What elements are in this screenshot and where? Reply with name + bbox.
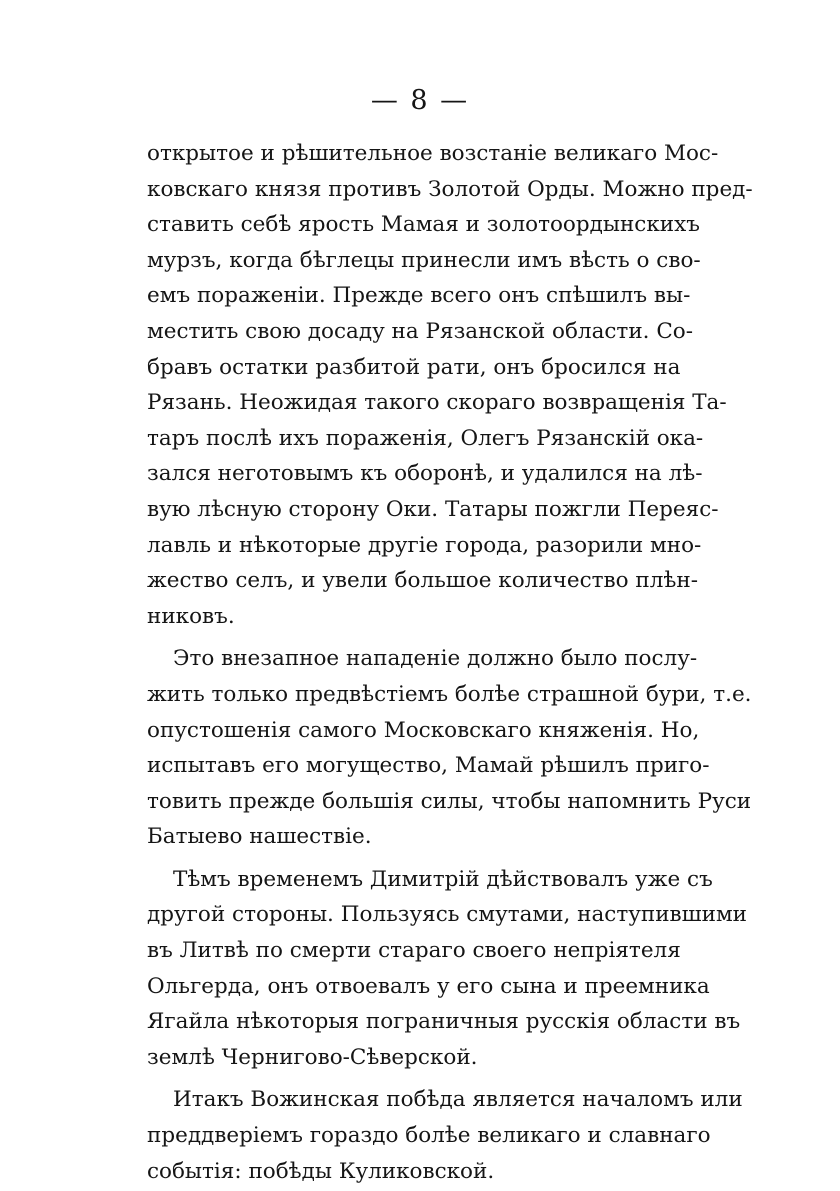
paragraph-gap (147, 1075, 679, 1082)
text-line: испытавъ его могущество, Мамай рѣшилъ приго- (147, 753, 710, 779)
text-line: землѣ Черниговo-Сѣверской. (147, 1044, 478, 1070)
text-line: жество селъ, и увели большое количество плѣн- (147, 568, 698, 594)
text-line: товить прежде большія силы, чтобы напомнить Руси (147, 788, 752, 814)
text-line: мурзъ, когда бѣглецы принесли имъ вѣсть о сво- (147, 247, 701, 273)
paragraph-4 (147, 1082, 743, 1189)
text-line: ковскаго князя противъ Золотой Орды. Можно пред- (147, 176, 753, 202)
text-line: зался неготовымъ къ оборонѣ, и удалился на лѣ- (147, 461, 703, 487)
text-line: Тѣмъ временемъ Димитрій дѣйствовалъ уже съ (173, 866, 713, 892)
text-line: Рязань. Неожидая такого скораго возвращенія Та- (147, 390, 727, 416)
text-line: жить только предвѣстіемъ болѣе страшной бури, т.е. (147, 681, 752, 707)
text-line: Батыево нашествіе. (147, 824, 372, 850)
text-line: Ольгерда, онъ отвоевалъ у его сына и преемника (147, 973, 710, 999)
text-line: Ягайла нѣкоторыя пограничныя русскія области въ (147, 1009, 741, 1035)
text-line: бравъ остатки разбитой рати, онъ бросился на (147, 354, 681, 380)
text-line: другой стороны. Пользуясь смутами, наступившими (147, 902, 748, 928)
text-line: опустошенія самого Московскаго княженія. Но, (147, 717, 700, 743)
paragraph-gap (147, 855, 679, 862)
text-line: событія: побѣды Куликовской. (147, 1158, 495, 1184)
text-line: Итакъ Вожинская побѣда является началомъ или (173, 1087, 743, 1113)
paragraph-3 (147, 862, 748, 1076)
text-line: таръ послѣ ихъ пораженія, Олегъ Рязанскій ока- (147, 425, 704, 451)
text-line: открытое и рѣшительное возстаніе великаго Мос- (147, 141, 719, 166)
paragraph-1 (147, 136, 753, 634)
page-number: — 8 — (370, 85, 470, 116)
text-line: емъ пораженіи. Прежде всего онъ спѣшилъ вы- (147, 283, 691, 309)
text-line: лавль и нѣкоторые другіе города, разорили мно- (147, 532, 702, 558)
text-line: местить свою досаду на Рязанской области. Со- (147, 318, 693, 344)
text-line: вую лѣсную сторону Оки. Татары пожгли Переяс- (147, 496, 719, 522)
paragraph-2 (147, 641, 752, 855)
text-line: Это внезапное нападеніе должно было послу- (173, 646, 698, 672)
text-line: въ Литвѣ по смерти стараго своего непріятеля (147, 938, 681, 964)
text-line: ставить себѣ ярость Мамая и золотоордынскихъ (147, 212, 700, 238)
body-text (147, 136, 753, 1189)
text-line: никовъ. (147, 603, 235, 629)
paragraph-gap (147, 634, 679, 641)
text-line: преддверіемъ гораздо болѣе великаго и славнаго (147, 1123, 711, 1149)
